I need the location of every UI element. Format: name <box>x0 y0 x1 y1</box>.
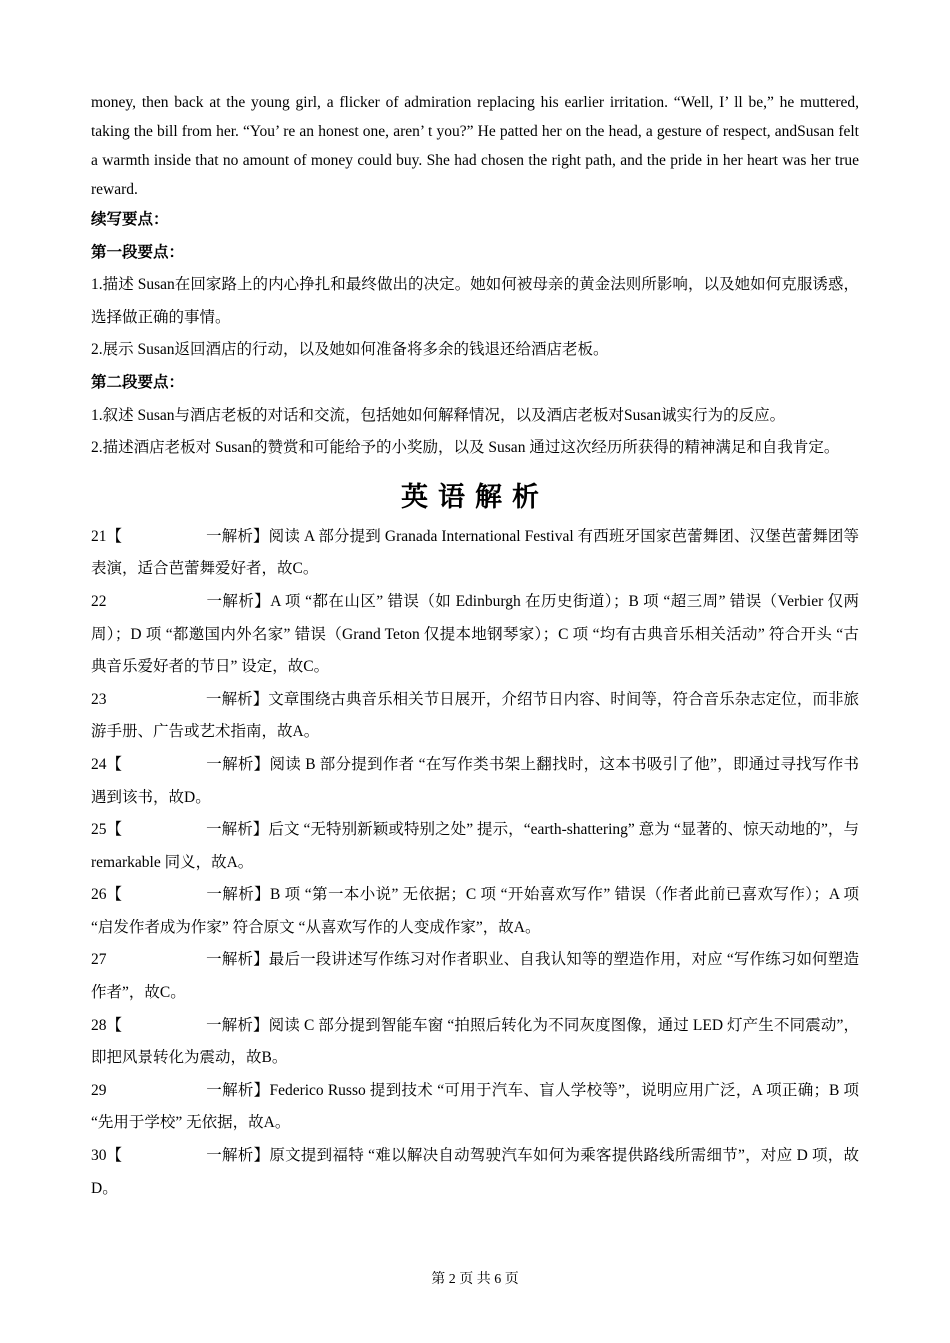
answer-explanation: 一解析】阅读 A 部分提到 Granada International Festival 有西班牙国家芭蕾舞团、汉堡芭蕾舞团等表演，适合芭蕾舞爱好者，故C。 <box>91 527 859 578</box>
answer-item <box>91 684 859 749</box>
para2-heading: 第二段要点： <box>91 373 185 391</box>
answer-explanation: 一解析】原文提到福特 “难以解决自动驾驶汽车如何为乘客提供路线所需细节”，对应 D 项，故D。 <box>91 1147 859 1197</box>
para1-point: 1.描述 Susan在回家路上的内心挣扎和最终做出的决定。她如何被母亲的黄金法则所影响，以及她如何克服诱惑，选择做正确的事情。 <box>91 276 859 326</box>
question-number: 22 <box>91 592 107 610</box>
points-heading: 续写要点： <box>91 211 169 228</box>
question-number: 29 <box>91 1081 107 1099</box>
question-number: 28【 <box>91 1016 123 1034</box>
answer-explanation: 一解析】B 项 “第一本小说” 无依据；C 项 “开始喜欢写作” 错误（作者此前已喜欢写作）；A 项 “启发作者成为作家” 符合原文 “从喜欢写作的人变成作家”，故A。 <box>91 886 859 936</box>
answer-item <box>91 1010 859 1075</box>
para2-point: 1.叙述 Susan与酒店老板的对话和交流，包括她如何解释情况，以及酒店老板对Susan诚实行为的反应。 <box>91 406 786 424</box>
answer-item <box>91 586 859 684</box>
answer-explanation: 一解析】文章围绕古典音乐相关节日展开，介绍节日内容、时间等，符合音乐杂志定位，而非旅游手册、广告或艺术指南，故A。 <box>91 690 859 741</box>
story-ending-paragraph: money, then back at the young girl, a flicker of admiration replacing his earlier irritation. “Well, I’ ll be,” he muttered, taking the bill from her. “You’ re an honest one, aren’ t you?” He patted her on the head, a gesture of respect, andSusan felt a warmth inside that no amount of money could buy. She had chosen the right path, and the pride in her heart was her true reward. <box>91 94 859 198</box>
answer-explanation: 一解析】后文 “无特别新颖或特别之处” 提示，“earth-shattering” 意为 “显著的、惊天动地的”，与 remarkable 同义，故A。 <box>91 821 859 871</box>
answer-item <box>91 814 859 879</box>
answer-explanation: 一解析】Federico Russo 提到技术 “可用于汽车、盲人学校等”，说明应用广泛，A 项正确；B 项 “先用于学校” 无依据，故A。 <box>91 1081 859 1132</box>
answer-item <box>91 749 859 814</box>
answer-explanation: 一解析】A 项 “都在山区” 错误（如 Edinburgh 在历史街道）；B 项 “超三周” 错误（Verbier 仅两周）；D 项 “都邀国内外名家” 错误（Grand Teton 仅提本地钢琴家）；C 项 “均有古典音乐相关活动” 符合开头 “古典音乐爱好者的节日” 设定，故C。 <box>91 592 859 676</box>
para1-point: 2.展示 Susan返回酒店的行动，以及她如何准备将多余的钱退还给酒店老板。 <box>91 341 609 359</box>
answer-item <box>91 1075 859 1140</box>
answer-explanation: 一解析】阅读 C 部分提到智能车窗 “拍照后转化为不同灰度图像，通过 LED 灯产生不同震动”，即把风景转化为震动，故B。 <box>91 1016 859 1067</box>
answer-explanation: 一解析】阅读 B 部分提到作者 “在写作类书架上翻找时，这本书吸引了他”，即通过寻找写作书遇到该书，故D。 <box>91 755 859 806</box>
answer-list <box>91 521 859 1205</box>
section-title: 英语解析 <box>401 481 549 512</box>
question-number: 23 <box>91 690 107 708</box>
question-number: 26【 <box>91 886 123 904</box>
question-number: 24【 <box>91 755 123 773</box>
document-page <box>91 88 859 1205</box>
answer-item <box>91 944 859 1009</box>
question-number: 25【 <box>91 821 123 839</box>
para1-heading: 第一段要点： <box>91 243 185 261</box>
para2-point: 2.描述酒店老板对 Susan的赞赏和可能给予的小奖励，以及 Susan 通过这次经历所获得的精神满足和自我肯定。 <box>91 439 840 457</box>
question-number: 27 <box>91 951 107 969</box>
answer-item <box>91 521 859 586</box>
question-number: 30【 <box>91 1147 123 1165</box>
question-number: 21【 <box>91 527 123 545</box>
answer-item <box>91 1140 859 1205</box>
page-footer: 第 2 页 共 6 页 <box>431 1272 519 1287</box>
answer-explanation: 一解析】最后一段讲述写作练习对作者职业、自我认知等的塑造作用，对应 “写作练习如何塑造作者”，故C。 <box>91 951 859 1002</box>
answer-item <box>91 879 859 944</box>
